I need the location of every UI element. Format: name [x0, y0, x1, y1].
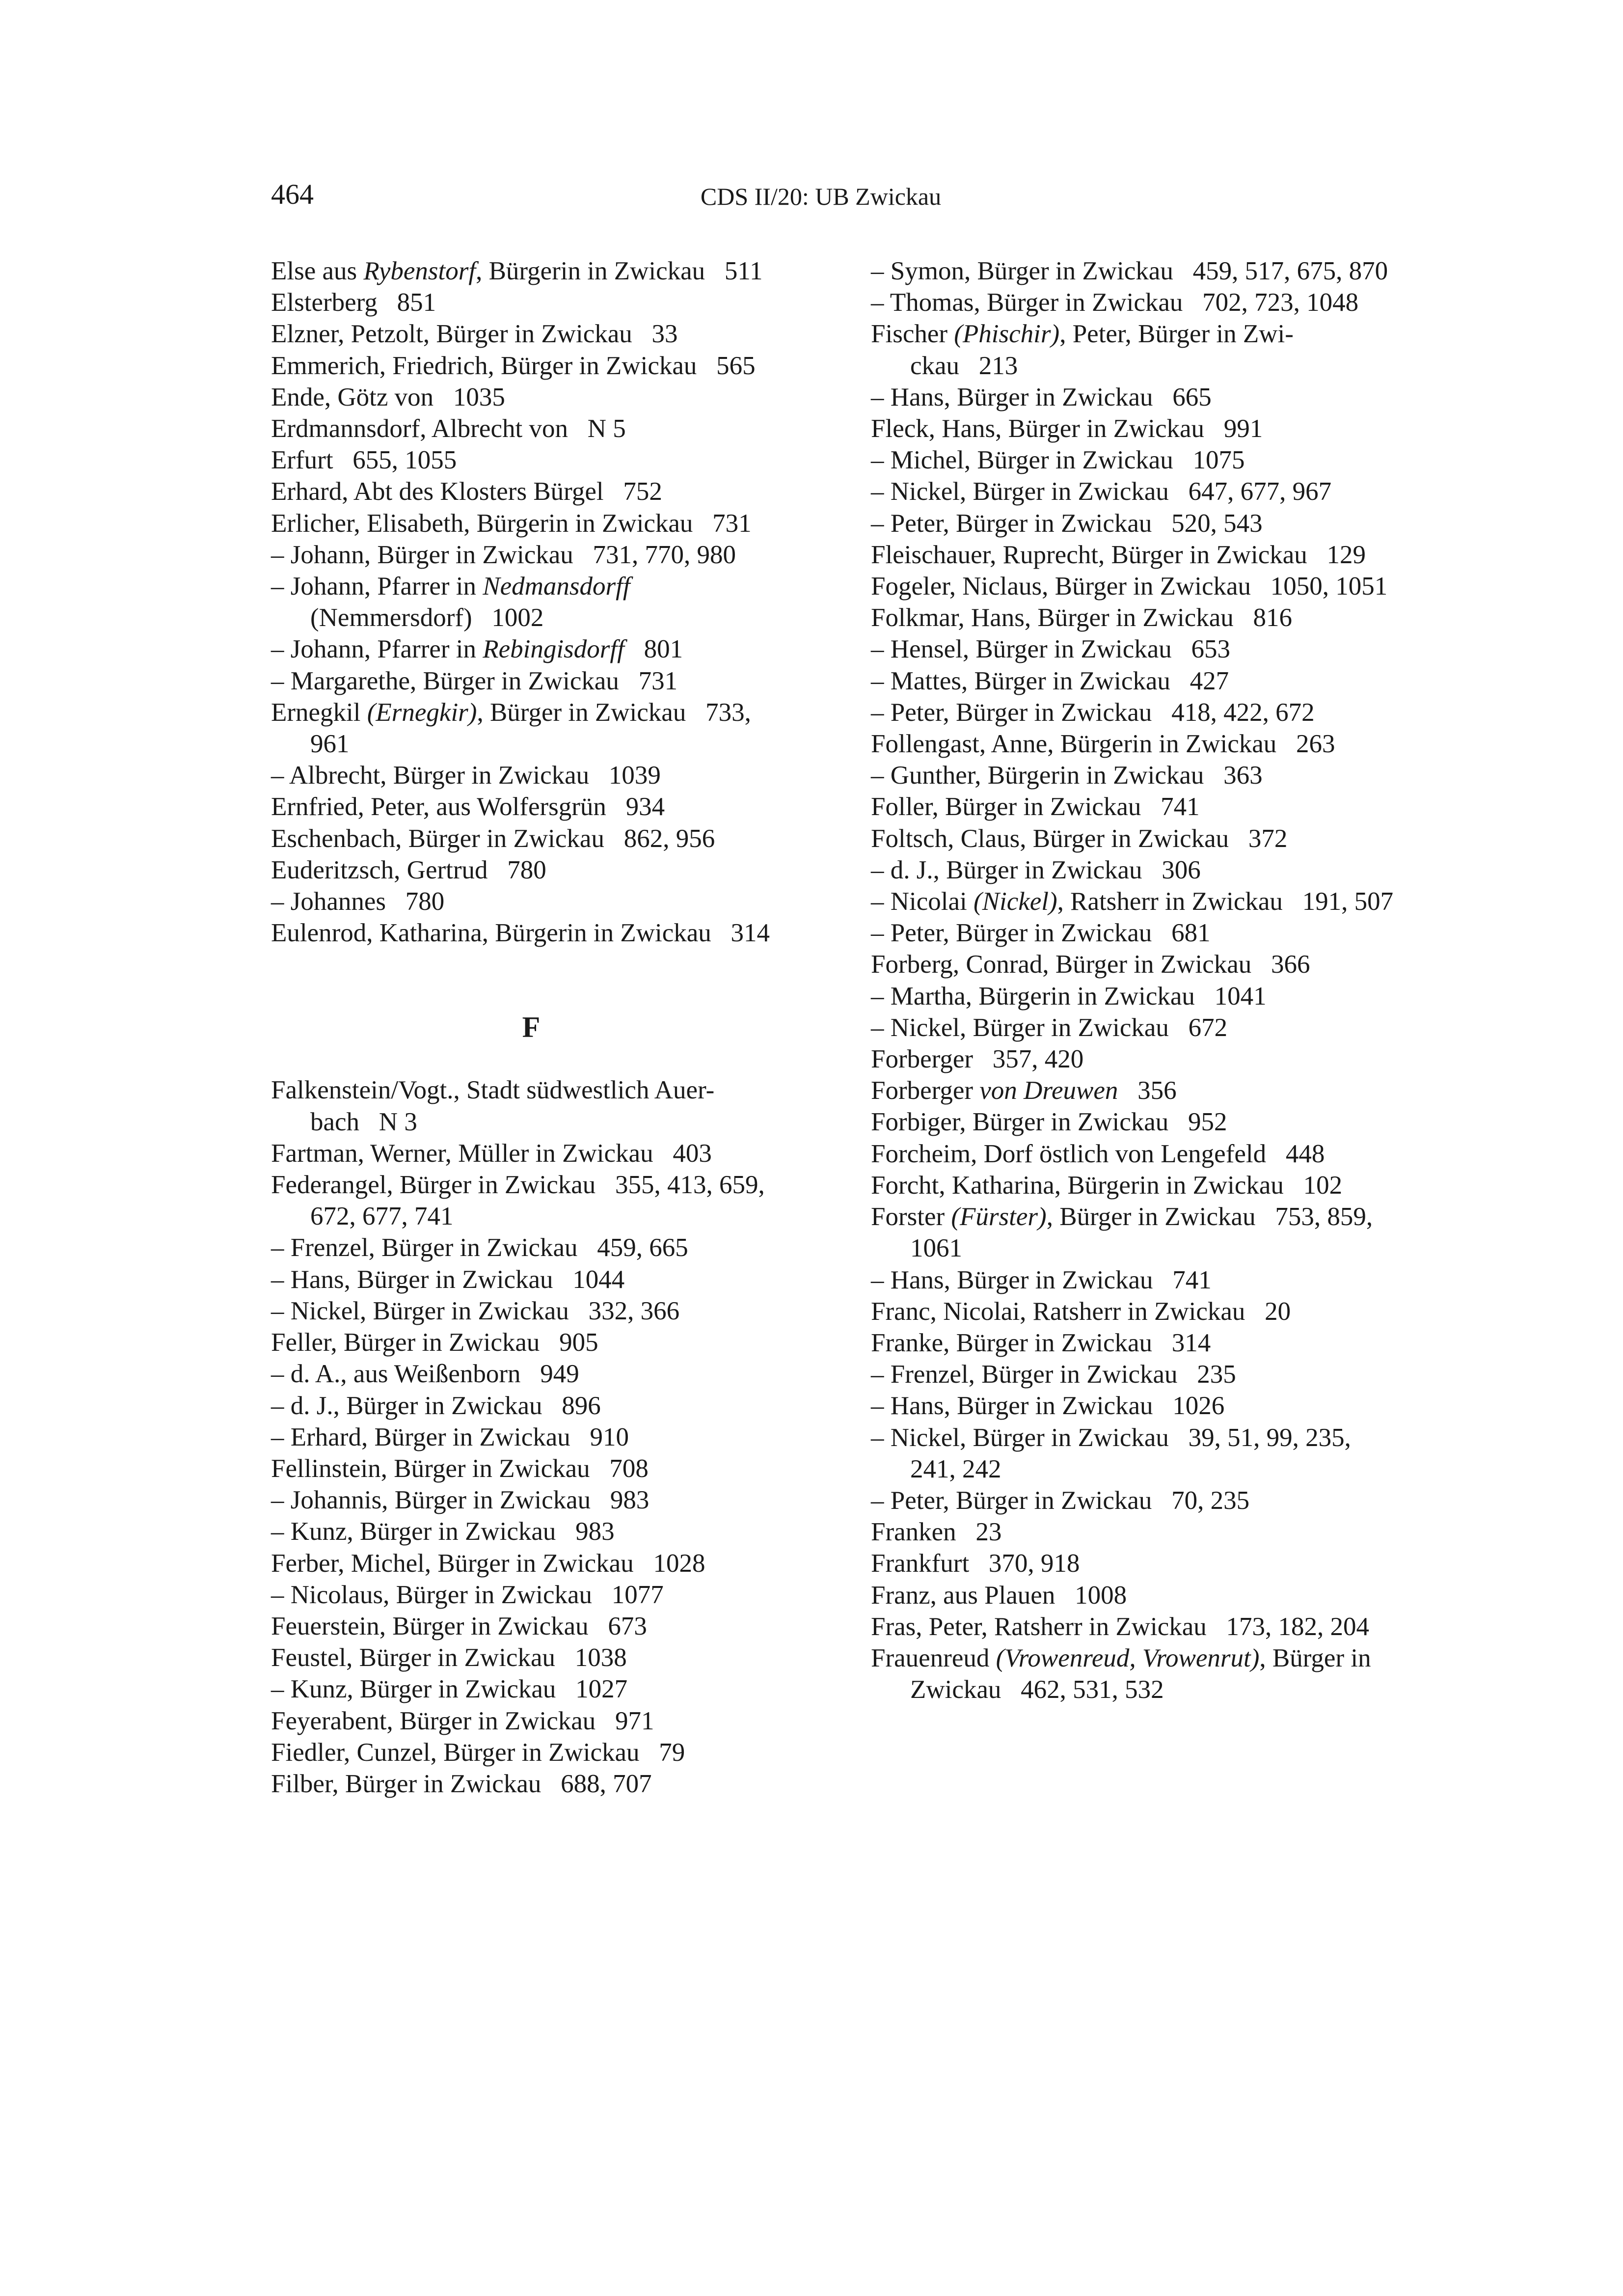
index-entry — [271, 697, 791, 760]
entry-text: Foltsch, Claus, Bürger in Zwickau 372 — [871, 824, 1288, 853]
entry-italic-text: Nedmansdorff — [483, 572, 630, 601]
index-entry — [871, 476, 1396, 507]
index-entry — [871, 1390, 1396, 1421]
entry-text: , Bürger in Zwickau 733, 961 — [310, 698, 758, 759]
index-entry — [271, 1453, 791, 1484]
entry-text: – Johann, Pfarrer in — [271, 572, 483, 601]
index-entry — [271, 1358, 791, 1390]
index-entry — [871, 1170, 1396, 1201]
index-entry — [271, 633, 791, 665]
index-entry — [271, 917, 791, 949]
entry-text: – d. J., Bürger in Zwickau 896 — [271, 1391, 601, 1420]
index-entry — [271, 886, 791, 917]
index-entry — [271, 854, 791, 886]
index-entry — [271, 413, 791, 444]
entry-text: – Peter, Bürger in Zwickau 681 — [871, 919, 1211, 948]
index-entry — [271, 1295, 791, 1327]
index-entry — [271, 571, 791, 633]
entry-text: Federangel, Bürger in Zwickau 355, 413, 659, 672, 677, 741 — [271, 1171, 772, 1231]
entry-text: Fleischauer, Ruprecht, Bürger in Zwickau 129 — [871, 540, 1366, 569]
index-entry — [871, 1485, 1396, 1516]
entry-text: Erfurt 655, 1055 — [271, 446, 457, 475]
entry-text: , Bürger in Zwickau 753, 859, 1061 — [910, 1203, 1380, 1263]
index-entry — [271, 1138, 791, 1169]
index-entry — [871, 981, 1396, 1012]
entry-text: Feuerstein, Bürger in Zwickau 673 — [271, 1612, 647, 1640]
entry-italic-text: von Dreuwen — [979, 1076, 1118, 1105]
index-entry — [271, 1232, 791, 1263]
index-entry — [871, 539, 1396, 571]
entry-text: Elzner, Petzolt, Bürger in Zwickau 33 — [271, 320, 678, 349]
index-entry — [271, 1484, 791, 1516]
index-entry — [271, 350, 791, 382]
entry-text: Forcheim, Dorf östlich von Lengefeld 448 — [871, 1139, 1325, 1168]
index-entry — [271, 791, 791, 822]
entry-text: – Nickel, Bürger in Zwickau 39, 51, 99, 235, 241, 242 — [871, 1423, 1358, 1483]
entry-text: – Nicolaus, Bürger in Zwickau 1077 — [271, 1580, 664, 1609]
index-entry — [271, 1264, 791, 1295]
entry-text: Feller, Bürger in Zwickau 905 — [271, 1328, 598, 1357]
entry-text: Fras, Peter, Ratsherr in Zwickau 173, 182, 204 — [871, 1612, 1369, 1641]
index-entry — [871, 1359, 1396, 1390]
index-entry — [871, 287, 1396, 318]
entry-text: Ernegkil — [271, 698, 367, 727]
index-entry — [871, 602, 1396, 633]
entry-text: Else aus — [271, 257, 364, 285]
index-entry — [871, 854, 1396, 886]
index-entry — [871, 1106, 1396, 1138]
entry-text: Forberger — [871, 1076, 980, 1105]
entry-text: Fogeler, Niclaus, Bürger in Zwickau 1050, 1051 — [871, 572, 1388, 601]
entry-text: Erdmannsdorf, Albrecht von N 5 — [271, 414, 626, 443]
entry-text: Franc, Nicolai, Ratsherr in Zwickau 20 — [871, 1297, 1291, 1326]
index-entry — [871, 665, 1396, 697]
index-entry — [871, 444, 1396, 476]
entry-text: – Johann, Bürger in Zwickau 731, 770, 980 — [271, 540, 736, 569]
entry-text: Follengast, Anne, Bürgerin in Zwickau 263 — [871, 730, 1335, 759]
entry-text: Feyerabent, Bürger in Zwickau 971 — [271, 1706, 654, 1735]
entry-text: – d. J., Bürger in Zwickau 306 — [871, 855, 1201, 884]
entry-text: – Nickel, Bürger in Zwickau 672 — [871, 1013, 1228, 1042]
entry-text: Erhard, Abt des Klosters Bürgel 752 — [271, 477, 662, 506]
page-number: 464 — [271, 178, 314, 210]
index-entry — [871, 382, 1396, 413]
index-entry — [871, 413, 1396, 444]
entry-text: , Bürgerin in Zwickau 511 — [476, 257, 763, 285]
entry-text: Forberg, Conrad, Bürger in Zwickau 366 — [871, 950, 1310, 979]
entry-text: – Kunz, Bürger in Zwickau 1027 — [271, 1675, 628, 1704]
entry-text: Forster — [871, 1203, 951, 1231]
entry-text: – Mattes, Bürger in Zwickau 427 — [871, 666, 1229, 695]
index-entry — [271, 382, 791, 413]
index-entry — [871, 1422, 1396, 1485]
entry-italic-text: Rybenstorf — [363, 257, 476, 285]
section-letter: F — [522, 1011, 541, 1044]
entry-text: – Peter, Bürger in Zwickau 70, 235 — [871, 1486, 1250, 1515]
index-entry — [271, 1768, 791, 1800]
index-entry — [271, 665, 791, 697]
index-entry — [271, 255, 791, 287]
entry-text: Eschenbach, Bürger in Zwickau 862, 956 — [271, 824, 715, 853]
index-entry — [271, 760, 791, 791]
entry-text: Eulenrod, Katharina, Bürgerin in Zwickau 314 — [271, 919, 770, 948]
index-entry — [271, 1611, 791, 1642]
entry-text: – Martha, Bürgerin in Zwickau 1041 — [871, 982, 1267, 1011]
entry-italic-text: (Nickel) — [974, 887, 1057, 916]
index-entry — [871, 1138, 1396, 1170]
entry-text: Folkmar, Hans, Bürger in Zwickau 816 — [871, 603, 1293, 632]
index-entry — [271, 1327, 791, 1358]
index-entry — [871, 1611, 1396, 1642]
index-entry — [871, 1516, 1396, 1548]
entry-text: – Hans, Bürger in Zwickau 1044 — [271, 1265, 625, 1294]
entry-text: Foller, Bürger in Zwickau 741 — [871, 793, 1200, 821]
index-entry — [871, 1264, 1396, 1296]
index-entry — [871, 886, 1396, 917]
entry-text: – Nickel, Bürger in Zwickau 647, 677, 967 — [871, 477, 1332, 506]
index-entry — [871, 760, 1396, 791]
index-entry — [271, 1421, 791, 1453]
entry-text: – d. A., aus Weißenborn 949 — [271, 1360, 579, 1389]
index-entry — [271, 823, 791, 854]
index-entry — [871, 1043, 1396, 1075]
index-entry — [871, 1075, 1396, 1106]
entry-text: , Ratsherr in Zwickau 191, 507 — [1057, 887, 1394, 916]
index-entry — [871, 633, 1396, 665]
index-entry — [271, 1169, 791, 1232]
entry-text: Filber, Bürger in Zwickau 688, 707 — [271, 1769, 652, 1798]
index-entry — [871, 1012, 1396, 1043]
index-entry — [271, 1673, 791, 1705]
entry-text: Fleck, Hans, Bürger in Zwickau 991 — [871, 414, 1263, 443]
index-entry — [871, 1201, 1396, 1264]
entry-text: – Hans, Bürger in Zwickau 741 — [871, 1265, 1212, 1294]
index-entry — [271, 318, 791, 350]
entry-text: – Erhard, Bürger in Zwickau 910 — [271, 1422, 629, 1451]
index-entry — [871, 1327, 1396, 1359]
entry-text: Euderitzsch, Gertrud 780 — [271, 855, 546, 884]
entry-text: Frauenreud — [871, 1643, 996, 1672]
entry-italic-text: (Vrowenreud, Vrowenrut) — [996, 1643, 1260, 1672]
index-entry — [871, 917, 1396, 949]
index-entry — [271, 1705, 791, 1737]
entry-text: – Kunz, Bürger in Zwickau 983 — [271, 1517, 615, 1546]
entry-text: Frankfurt 370, 918 — [871, 1549, 1080, 1578]
entry-text: Emmerich, Friedrich, Bürger in Zwickau 565 — [271, 351, 756, 380]
entry-italic-text: (Ernegkir) — [367, 698, 477, 727]
index-entry — [271, 1737, 791, 1768]
entry-text: – Frenzel, Bürger in Zwickau 459, 665 — [271, 1233, 688, 1262]
entry-text: Forberger 357, 420 — [871, 1045, 1084, 1074]
entry-text: Elsterberg 851 — [271, 288, 436, 317]
entry-text: – Hensel, Bürger in Zwickau 653 — [871, 635, 1231, 664]
entry-text: Ernfried, Peter, aus Wolfersgrün 934 — [271, 793, 665, 821]
index-entry — [871, 791, 1396, 822]
entry-text: – Johannis, Bürger in Zwickau 983 — [271, 1486, 649, 1515]
index-entry — [271, 539, 791, 571]
entry-text: Ferber, Michel, Bürger in Zwickau 1028 — [271, 1549, 705, 1578]
entry-text: , Peter, Bürger in Zwi-ckau 213 — [910, 320, 1294, 380]
entry-text: – Symon, Bürger in Zwickau 459, 517, 675, 870 — [871, 257, 1388, 285]
index-entry — [871, 508, 1396, 539]
entry-text: – Peter, Bürger in Zwickau 418, 422, 672 — [871, 698, 1315, 727]
index-entry — [871, 571, 1396, 602]
entry-text: Erlicher, Elisabeth, Bürgerin in Zwickau 731 — [271, 509, 752, 538]
index-entry — [271, 444, 791, 476]
entry-text: Falkenstein/Vogt., Stadt südwestlich Auer-bach N 3 — [271, 1076, 715, 1136]
entry-text: Forcht, Katharina, Bürgerin in Zwickau 102 — [871, 1171, 1343, 1200]
index-entry — [271, 1642, 791, 1673]
entry-text: – Nickel, Bürger in Zwickau 332, 366 — [271, 1296, 680, 1325]
entry-text: – Hans, Bürger in Zwickau 1026 — [871, 1392, 1225, 1421]
entry-text: Forbiger, Bürger in Zwickau 952 — [871, 1108, 1227, 1137]
entry-text: Feustel, Bürger in Zwickau 1038 — [271, 1643, 627, 1672]
entry-text: – Hans, Bürger in Zwickau 665 — [871, 383, 1212, 411]
entry-italic-text: (Fürster) — [951, 1203, 1047, 1231]
entry-text: Fischer — [871, 320, 954, 349]
index-entry — [871, 255, 1396, 287]
index-column-right — [871, 255, 1396, 1705]
entry-text: Fellinstein, Bürger in Zwickau 708 — [271, 1454, 649, 1483]
entry-text: Franz, aus Plauen 1008 — [871, 1581, 1127, 1610]
entry-italic-text: Rebingisdorff — [483, 635, 624, 664]
index-entry — [871, 1296, 1396, 1327]
index-entry — [271, 1579, 791, 1611]
index-entry — [271, 476, 791, 507]
index-entry — [871, 949, 1396, 980]
entry-text: 801 — [624, 635, 683, 664]
entry-text: Franken 23 — [871, 1518, 1002, 1547]
entry-text: – Johannes 780 — [271, 887, 445, 916]
entry-text: – Margarethe, Bürger in Zwickau 731 — [271, 666, 678, 695]
index-entry — [871, 1642, 1396, 1705]
entry-text: – Michel, Bürger in Zwickau 1075 — [871, 446, 1245, 475]
entry-text: – Thomas, Bürger in Zwickau 702, 723, 1048 — [871, 288, 1359, 317]
entry-text: – Albrecht, Bürger in Zwickau 1039 — [271, 761, 661, 790]
entry-text: Franke, Bürger in Zwickau 314 — [871, 1328, 1211, 1357]
index-entry — [271, 1516, 791, 1547]
index-entry — [271, 1074, 791, 1137]
entry-text: – Peter, Bürger in Zwickau 520, 543 — [871, 509, 1263, 538]
index-column-left — [271, 255, 791, 1800]
entry-text: 356 — [1118, 1076, 1177, 1105]
entry-text: – Frenzel, Bürger in Zwickau 235 — [871, 1360, 1236, 1389]
index-entry — [271, 287, 791, 318]
index-entry — [271, 1390, 791, 1421]
entry-text: Fartman, Werner, Müller in Zwickau 403 — [271, 1139, 712, 1168]
running-title: CDS II/20: UB Zwickau — [700, 183, 942, 210]
index-entry — [871, 823, 1396, 854]
index-entry — [871, 1548, 1396, 1579]
entry-text: Fiedler, Cunzel, Bürger in Zwickau 79 — [271, 1738, 685, 1767]
entry-text: – Nicolai — [871, 887, 974, 916]
entry-text: – Johann, Pfarrer in — [271, 635, 483, 664]
entry-text: – Gunther, Bürgerin in Zwickau 363 — [871, 761, 1263, 790]
entry-italic-text: (Phischir) — [954, 320, 1060, 349]
entry-text: (Nemmersdorf) 1002 — [310, 572, 637, 632]
index-entry — [271, 508, 791, 539]
index-entry — [871, 728, 1396, 760]
index-entry — [871, 318, 1396, 381]
index-entry — [271, 1548, 791, 1579]
entry-text: , Bürger in Zwickau 462, 531, 532 — [910, 1643, 1378, 1704]
entry-text: Ende, Götz von 1035 — [271, 383, 505, 411]
index-entry — [871, 1580, 1396, 1611]
page-header — [271, 175, 1371, 214]
index-entry — [871, 697, 1396, 728]
